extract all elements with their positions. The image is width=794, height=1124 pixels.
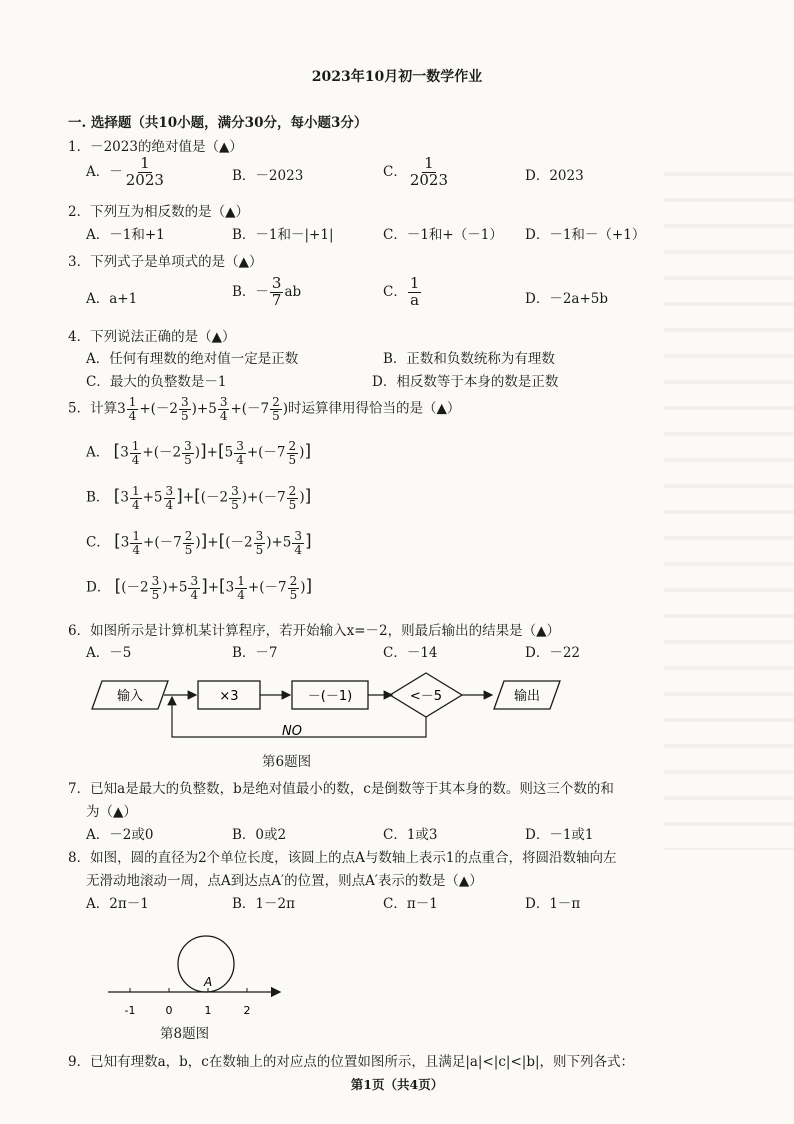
numerator: 1 — [424, 154, 434, 172]
q5-option-d[interactable]: D． [(－2 $\frac{3}{5}$ )+5 $\frac{3}{4}$ ]+[3 $\frac{1}{4}$ +(－7 $\frac{2}{5}$ )] — [86, 574, 313, 602]
q8-option-b[interactable]: B．1－2π — [232, 896, 295, 912]
denominator: a — [410, 290, 420, 309]
q3-option-a[interactable]: A．a+1 — [86, 291, 138, 307]
tick-label: 0 — [165, 1004, 173, 1017]
q5-option-b[interactable]: B． [3 $\frac{1}{4}$ +5 $\frac{3}{4}$ ]+[(－2 $\frac{3}{5}$ )+(－7 $\frac{2}{5}$ )] — [86, 484, 312, 512]
fraction — [408, 156, 450, 189]
denominator: 2023 — [125, 170, 164, 189]
q2-stem: 2．下列互为相反数的是（▲） — [68, 204, 249, 220]
q1-option-b[interactable]: B．－2023 — [232, 168, 304, 184]
q4-option-b[interactable]: B．正数和负数统称为有理数 — [383, 351, 555, 367]
q1-option-d[interactable]: D．2023 — [525, 168, 584, 184]
flow-no-label: NO — [282, 724, 302, 739]
option-label: C． — [86, 534, 110, 551]
stem-text: 5．计算 — [68, 400, 118, 417]
q3-stem: 3．下列式子是单项式的是（▲） — [68, 254, 263, 270]
page-title: 2023年10月初一数学作业 — [311, 69, 483, 85]
q2-option-c[interactable]: C．－1和+（－1） — [383, 227, 503, 243]
q5-expression: 3 $\frac{1}{4}$ +(－2 $\frac{3}{5}$ )+5 $\frac{3}{4}$ +(－7 $\frac{2}{5}$ ) — [117, 395, 289, 423]
q6-option-c[interactable]: C．－14 — [383, 645, 438, 661]
q6-option-b[interactable]: B．－7 — [232, 645, 278, 661]
q6-caption: 第6题图 — [262, 754, 312, 770]
option-label: A．－ — [86, 163, 123, 180]
option-label: B．－ — [232, 283, 269, 300]
flow-subtract-label: －(－1) — [307, 689, 353, 704]
q7-stem-line2: 为（▲） — [86, 804, 137, 820]
numerator: 3 — [271, 274, 282, 292]
stem-text: 时运算律用得恰当的是（▲） — [288, 400, 461, 417]
q3-option-b[interactable] — [232, 276, 301, 309]
q2-option-d[interactable]: D．－1和－（+1） — [525, 227, 646, 243]
fraction — [124, 156, 166, 189]
flow-input-label: 输入 — [116, 689, 144, 704]
denominator: 2023 — [409, 170, 449, 189]
q7-option-b[interactable]: B．0或2 — [232, 827, 287, 843]
tick-label: -1 — [124, 1004, 136, 1017]
q5-option-c[interactable]: C． [3 $\frac{1}{4}$ +(－7 $\frac{2}{5}$ )]+[(－2 $\frac{3}{5}$ )+5 $\frac{3}{4}$ ] — [86, 529, 312, 557]
numerator: 1 — [140, 154, 150, 172]
point-a-label: A — [204, 975, 213, 989]
q8-caption: 第8题图 — [160, 1026, 210, 1042]
q4-option-d[interactable]: D．相反数等于本身的数是正数 — [372, 374, 559, 390]
bleed-through-background — [664, 150, 794, 850]
q8-option-a[interactable]: A．2π－1 — [86, 896, 149, 912]
q4-option-a[interactable]: A．任何有理数的绝对值一定是正数 — [86, 351, 299, 367]
q2-option-b[interactable]: B．－1和－|+1| — [232, 227, 334, 243]
q4-option-c[interactable]: C．最大的负整数是－1 — [86, 374, 227, 390]
numerator: 1 — [409, 274, 420, 292]
q6-stem: 6．如图所示是计算机某计算程序，若开始输入x=－2，则最后输出的结果是（▲） — [68, 623, 560, 639]
q7-stem-line1: 7．已知a是最大的负整数，b是绝对值最小的数，c是倒数等于其本身的数。则这三个数的和 — [68, 781, 614, 797]
denominator: 7 — [271, 290, 282, 309]
q1-option-a[interactable] — [86, 156, 167, 189]
q8-number-line-figure — [100, 930, 300, 1025]
q8-stem-line1: 8．如图，圆的直径为2个单位长度，该圆上的点A与数轴上表示1的点重合，将圆沿数轴向左 — [68, 850, 617, 866]
option-label: B． — [86, 489, 110, 506]
q2-option-a[interactable]: A．－1和+1 — [86, 227, 165, 243]
q3-option-c[interactable] — [383, 276, 422, 309]
variable: ab — [284, 283, 302, 300]
q8-option-c[interactable]: C．π－1 — [383, 896, 438, 912]
q3-option-d[interactable]: D．－2a+5b — [525, 291, 609, 307]
section-heading: 一. 选择题（共10小题，满分30分，每小题3分） — [68, 115, 368, 131]
tick-label: 1 — [204, 1004, 212, 1017]
q8-stem-line2: 无滑动地滚动一周，点A到达点A′的位置，则点A′表示的数是（▲） — [86, 873, 483, 889]
q6-option-d[interactable]: D．－22 — [525, 645, 581, 661]
fraction — [270, 276, 284, 309]
q9-stem: 9．已知有理数a，b，c在数轴上的对应点的位置如图所示，且满足|a|<|c|<|b|，则下列各式： — [68, 1054, 635, 1070]
q6-flowchart — [80, 665, 580, 745]
q5-stem — [68, 396, 460, 422]
flow-output-label: 输出 — [513, 689, 541, 704]
page-footer: 第1页（共4页） — [350, 1077, 444, 1092]
option-label: C． — [383, 283, 407, 300]
q6-option-a[interactable]: A．－5 — [86, 645, 132, 661]
tick-label: 2 — [243, 1004, 251, 1017]
flow-condition-label: <－5 — [409, 689, 443, 704]
q8-option-d[interactable]: D．1－π — [525, 896, 581, 912]
q7-option-c[interactable]: C．1或3 — [383, 827, 438, 843]
q7-option-a[interactable]: A．－2或0 — [86, 827, 154, 843]
q7-option-d[interactable]: D．－1或1 — [525, 827, 594, 843]
option-label: C． — [383, 163, 407, 180]
q5-option-a[interactable]: A． [3 $\frac{1}{4}$ +(－2 $\frac{3}{5}$ )]+[5 $\frac{3}{4}$ +(－7 $\frac{2}{5}$ )] — [86, 439, 312, 467]
option-label: D． — [86, 579, 111, 596]
q4-stem: 4．下列说法正确的是（▲） — [68, 329, 236, 345]
flow-multiply-label: ×3 — [219, 689, 239, 704]
q1-option-c[interactable] — [383, 156, 451, 189]
fraction — [408, 276, 422, 309]
option-label: A． — [86, 444, 110, 461]
q1-stem: 1．－2023的绝对值是（▲） — [68, 139, 243, 155]
